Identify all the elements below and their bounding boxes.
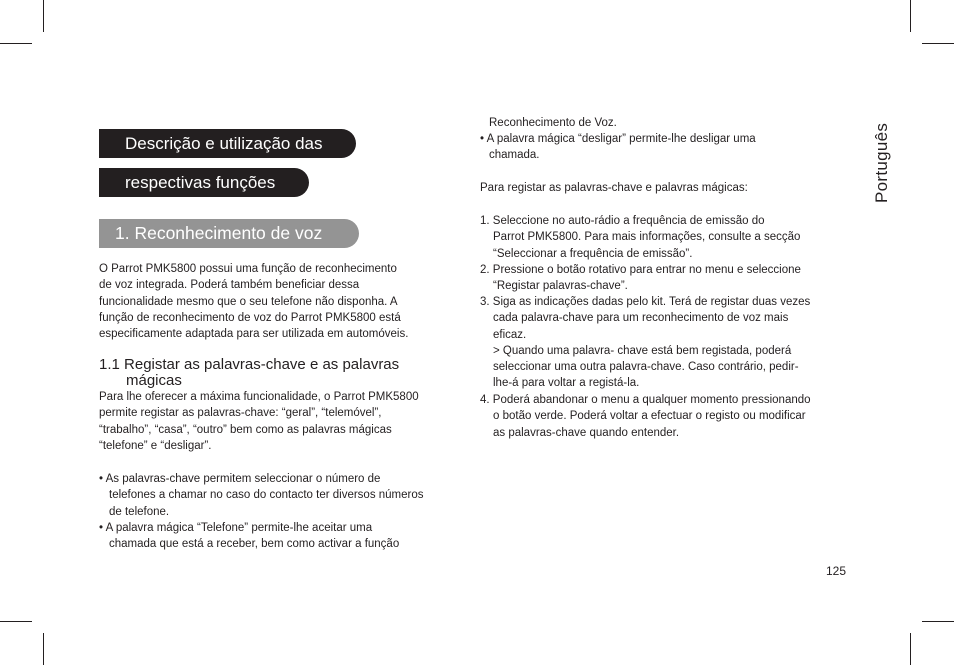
steps-intro: Para registar as palavras-chave e palavras mágicas: bbox=[480, 182, 748, 194]
page-number: 125 bbox=[826, 564, 847, 578]
bullet-desligar: • A palavra mágica “desligar” permite-lhe desligar uma chamada. bbox=[480, 133, 756, 162]
language-tab: Português bbox=[872, 122, 891, 203]
crop-mark bbox=[43, 0, 44, 32]
crop-mark bbox=[0, 43, 32, 44]
crop-mark bbox=[922, 621, 954, 622]
continuation-text: Reconhecimento de Voz. bbox=[489, 117, 617, 129]
step-4: 4. Poderá abandonar o menu a qualquer momento pressionando o botão verde. Poderá voltar a efectuar o registo ou modificar as palavras-chave quando entender. bbox=[480, 394, 811, 439]
crop-mark bbox=[922, 43, 954, 44]
section-heading-line1: Descrição e utilização das bbox=[99, 129, 356, 158]
section-1-1-title: 1.1 Registar as palavras-chave e as palavras mágicas bbox=[99, 356, 400, 389]
bullet-telefone: • A palavra mágica “Telefone” permite-lhe aceitar uma chamada que está a receber, bem como activar a função bbox=[99, 522, 400, 551]
crop-mark bbox=[0, 621, 32, 622]
step-1: 1. Seleccione no auto-rádio a frequência de emissão do Parrot PMK5800. Para mais informações, consulte a secção “Seleccionar a frequência de emissão”. bbox=[480, 215, 801, 260]
section-heading-line2: respectivas funções bbox=[99, 168, 309, 197]
intro-paragraph: O Parrot PMK5800 possui uma função de reconhecimento de voz integrada. Poderá também beneficiar dessa funcionalidade mesmo que o seu telefone não disponha. A função de reconhecimento de voz do Parrot PMK5800 está especificamente adaptada para ser utilizada em automóveis. bbox=[99, 263, 409, 341]
crop-mark bbox=[910, 633, 911, 665]
crop-mark bbox=[910, 0, 911, 32]
crop-mark bbox=[43, 633, 44, 665]
step-2: 2. Pressione o botão rotativo para entrar no menu e seleccione “Registar palavras-chave”. bbox=[480, 264, 801, 293]
sub-heading: 1. Reconhecimento de voz bbox=[99, 219, 359, 248]
section-1-1-body: Para lhe oferecer a máxima funcionalidade, o Parrot PMK5800 permite registar as palavras-chave: “geral”, “telemóvel”, “trabalho”, “casa”, “outro” bem como as palavras mágicas “telefone” e “desligar”. bbox=[99, 391, 419, 452]
step-3: 3. Siga as indicações dadas pelo kit. Terá de registar duas vezes cada palavra-chave para um reconhecimento de voz mais eficaz. > Quando uma palavra- chave está bem registada, poderá seleccionar uma outra palavra-chave. Caso contrário, pedir- lhe-á para voltar a registá-la. bbox=[480, 296, 811, 390]
bullet-keywords: • As palavras-chave permitem seleccionar o número de telefones a chamar no caso do contacto ter diversos números de telefone. bbox=[99, 473, 424, 518]
